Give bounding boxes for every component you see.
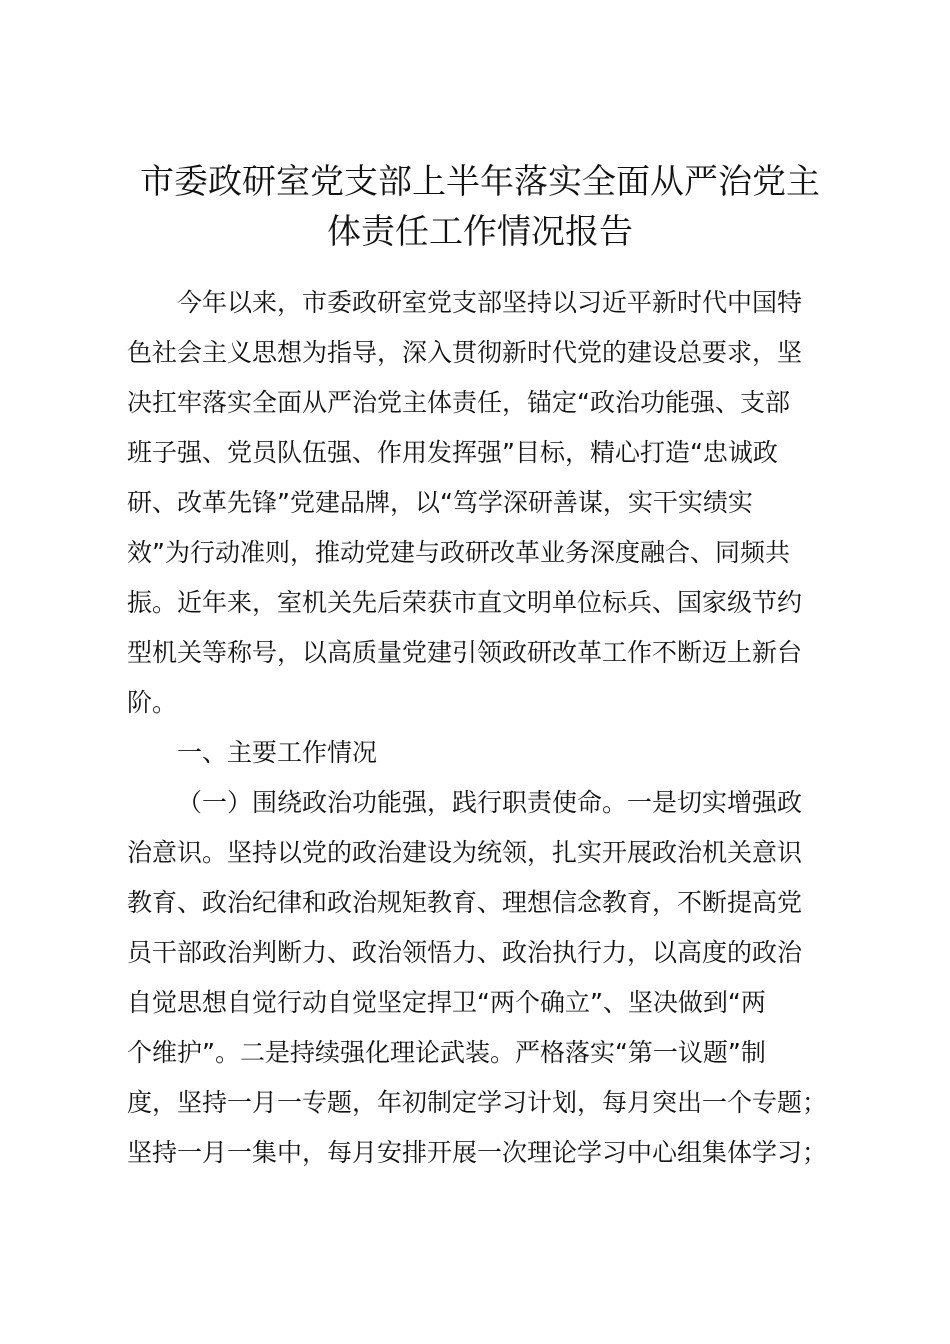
paragraph-line: 决扛牢落实全面从严治党主体责任，锚定“政治功能强、支部 xyxy=(127,388,790,417)
paragraph-line: 今年以来，市委政研室党支部坚持以习近平新时代中国特 xyxy=(177,288,803,317)
paragraph-line: 坚持一月一集中，每月安排开展一次理论学习中心组集体学习； xyxy=(127,1138,828,1167)
paragraph-line: 自觉思想自觉行动自觉坚定捍卫“两个确立”、坚决做到“两 xyxy=(127,988,766,1017)
paragraph-line: 色社会主义思想为指导，深入贯彻新时代党的建设总要求，坚 xyxy=(127,338,803,367)
document-title-line-2: 体责任工作情况报告 xyxy=(327,212,633,252)
paragraph-line: 治意识。坚持以党的政治建设为统领，扎实开展政治机关意识 xyxy=(127,838,803,867)
paragraph-line: 研、改革先锋”党建品牌，以“笃学深研善谋，实干实绩实 xyxy=(127,488,753,517)
paragraph-line: 型机关等称号，以高质量党建引领政研改革工作不断迈上新台 xyxy=(127,638,803,667)
paragraph-line: 度，坚持一月一专题，年初制定学习计划，每月突出一个专题； xyxy=(127,1088,828,1117)
paragraph-line: 阶。 xyxy=(127,688,178,717)
paragraph-line: 个维护”。二是持续强化理论武装。严格落实“第一议题”制 xyxy=(127,1038,766,1067)
section-heading: 一、主要工作情况 xyxy=(177,738,378,767)
paragraph-line: 员干部政治判断力、政治领悟力、政治执行力，以高度的政治 xyxy=(127,938,803,967)
paragraph-line: 教育、政治纪律和政治规矩教育、理想信念教育，不断提高党 xyxy=(127,888,803,917)
paragraph-line: 班子强、党员队伍强、作用发挥强”目标，精心打造“忠诚政 xyxy=(127,438,778,467)
document-title-line-1: 市委政研室党支部上半年落实全面从严治党主 xyxy=(140,162,820,202)
paragraph-line: （一）围绕政治功能强，践行职责使命。一是切实增强政 xyxy=(177,788,803,817)
paragraph-line: 效”为行动准则，推动党建与政研改革业务深度融合、同频共 xyxy=(127,538,790,567)
paragraph-line: 振。近年来，室机关先后荣获市直文明单位标兵、国家级节约 xyxy=(127,588,803,617)
